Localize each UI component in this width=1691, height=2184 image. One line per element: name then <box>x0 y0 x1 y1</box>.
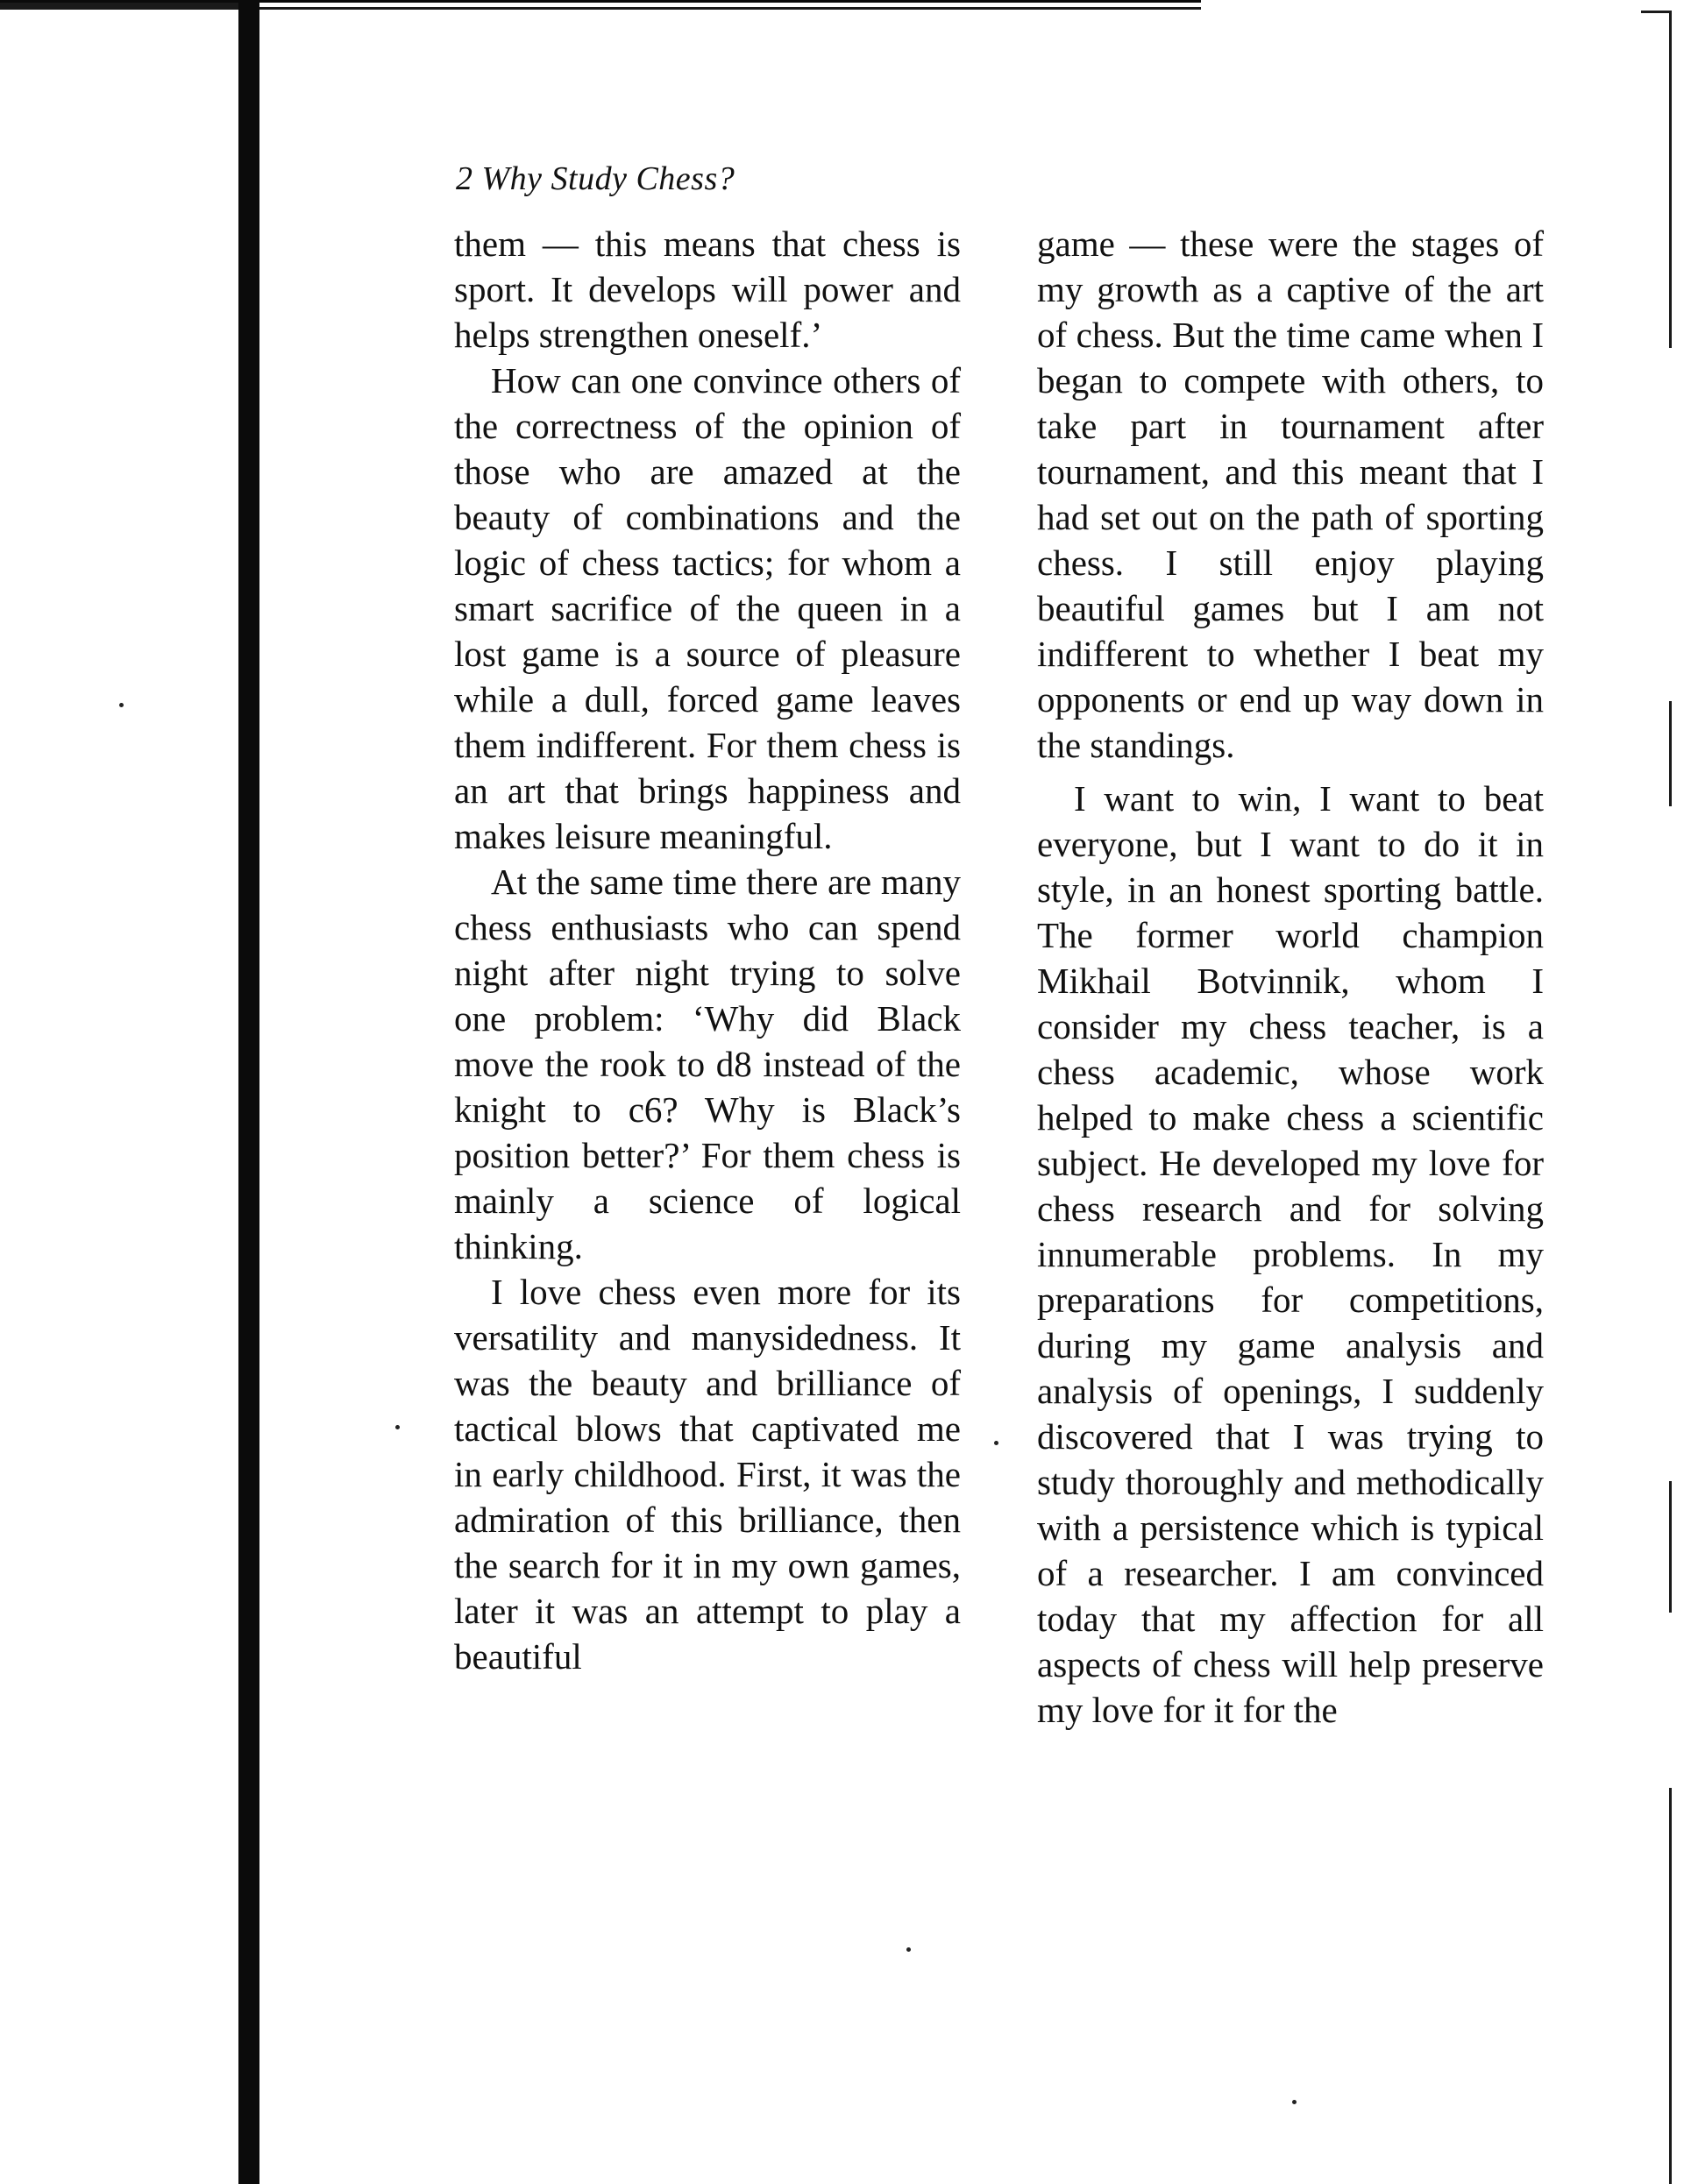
running-head: 2 Why Study Chess? <box>456 160 735 197</box>
scan-right-edge <box>1669 1788 1672 2184</box>
scan-speck <box>119 703 124 707</box>
right-column <box>1037 221 1544 1733</box>
paragraph: them — this means that chess is sport. It develops will power and helps strengthen oneself.’ <box>454 223 961 355</box>
scan-top-edge <box>0 0 1201 11</box>
scan-speck <box>395 1425 400 1429</box>
paragraph: How can one convince others of the correctness of the opinion of those who are amazed at the beauty of combinations and the logic of chess tactics; for whom a smart sacrifice of the queen in a lost game is a source of pleasure while a dull, forced game leaves them indifferent. For them chess is an art that brings happiness and makes leisure meaningful. <box>454 360 961 856</box>
scan-speck <box>994 1441 998 1445</box>
scan-right-edge <box>1669 701 1672 806</box>
scan-right-corner <box>1641 11 1671 13</box>
paragraph: I want to win, I want to beat everyone, but I want to do it in style, in an honest sporting battle. The former world champion Mikhail Botvinnik, whom I consider my chess teacher, is a chess academic, whose work helped to make chess a scientific subject. He developed my love for chess research and for solving innumerable problems. In my preparations for competitions, during my game analysis and analysis of openings, I suddenly discovered that I was trying to study thoroughly and methodically with a persistence which is typical of a researcher. I am convinced today that my affection for all aspects of chess will help preserve my love for it for the <box>1037 778 1544 1730</box>
scan-speck <box>1292 2100 1297 2104</box>
scan-right-edge <box>1669 1481 1672 1613</box>
paragraph: At the same time there are many chess enthusiasts who can spend night after night trying to solve one problem: ‘Why did Black move the rook to d8 instead of the knight to c6? Why is Black’s position better?’ For them chess is mainly a science of logical thinking. <box>454 862 961 1266</box>
paragraph: game — these were the stages of my growth as a captive of the art of chess. But the time came when I began to compete with others, to take part in tournament after tournament, and this meant that I had set out on the path of sporting chess. I still enjoy playing beautiful games but I am not indifferent to whether I beat my opponents or end up way down in the standings. <box>1037 223 1544 765</box>
scan-speck <box>906 1947 911 1952</box>
paragraph: I love chess even more for its versatility and manysidedness. It was the beauty and brilliance of tactical blows that captivated me in early childhood. First, it was the admiration of this brilliance, then the search for it in my own games, later it was an attempt to play a beautiful <box>454 1272 961 1677</box>
scan-right-edge <box>1669 11 1672 348</box>
book-spine-shadow <box>238 0 259 2184</box>
left-column <box>454 221 961 1679</box>
